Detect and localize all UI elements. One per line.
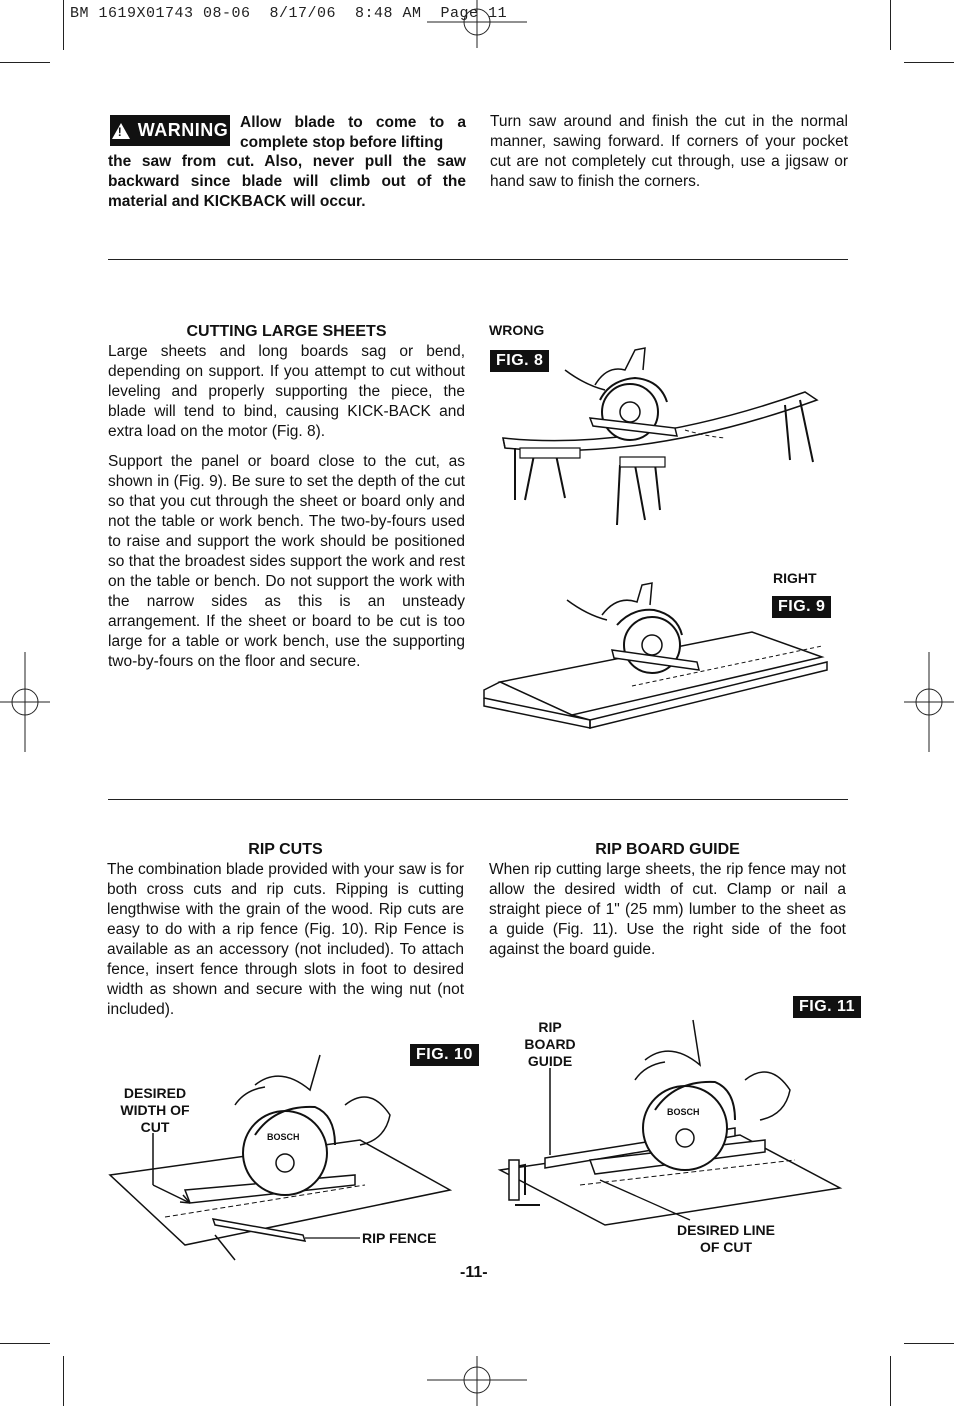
crop-mark <box>0 1343 50 1344</box>
fig10-width-label: DESIRED WIDTH OF CUT <box>120 1085 190 1135</box>
fig10-fence-label: RIP FENCE <box>362 1230 437 1246</box>
registration-mark-left <box>0 652 50 752</box>
fig11-line-label: DESIRED LINE OF CUT <box>676 1222 775 1255</box>
crop-mark <box>890 0 891 50</box>
warning-lead: Allow blade to come to a complete stop before lifting <box>240 114 466 151</box>
rip-board-guide-paragraph: When rip cutting large sheets, the rip fence may not allow the desired width of cut. Clamp or nail a straight piece of 1" (25 mm) lumber to the sheet as a guide (Fig. 11). Use the right side of the foot against the board guide. <box>489 861 846 958</box>
fig8-caption: WRONG <box>489 322 545 338</box>
crop-mark <box>904 1343 954 1344</box>
warning-label: WARNING <box>137 120 229 140</box>
fig11-brand: BOSCH <box>667 1107 700 1117</box>
crop-mark <box>0 62 50 63</box>
crop-mark <box>63 1356 64 1406</box>
section-divider <box>108 259 848 260</box>
fig8-illustration <box>495 340 835 535</box>
warning-triangle-icon: ! <box>112 123 130 139</box>
large-sheets-paragraph-1: Large sheets and long boards sag or bend, depending on support. If you attempt to cut without leveling and properly supporting the piece, the blade will tend to bind, causing KICK-BACK and extra load on the motor (Fig. 8). <box>108 343 465 440</box>
fig11-illustration <box>495 1010 845 1230</box>
crop-mark <box>63 0 64 50</box>
crop-mark <box>890 1356 891 1406</box>
rip-cuts-heading: RIP CUTS <box>248 841 323 858</box>
fig10-brand: BOSCH <box>267 1132 300 1142</box>
warning-text: the saw from cut. Also, never pull the saw backward since blade will climb out of the material and KICKBACK will occur. <box>108 153 466 210</box>
fig10-illustration <box>105 1045 445 1255</box>
print-slug: BM 1619X01743 08-06 8/17/06 8:48 AM Page 11 <box>70 5 508 22</box>
pocket-cut-paragraph: Turn saw around and finish the cut in the normal manner, sawing forward. If corners of your pocket cut are not completely cut through, use a jigsaw or hand saw to finish the corners. <box>490 113 848 190</box>
fig11-badge: FIG. 11 <box>793 996 861 1018</box>
fig9-illustration <box>482 580 842 740</box>
warning-badge <box>110 115 230 146</box>
rip-cuts-paragraph: The combination blade provided with your saw is for both cross cuts and rip cuts. Ripping is cutting lengthwise with the grain of the wood. Rip cuts are easy to do with a rip fence (Fig. 10). Rip Fence is available as an accessory (not included). To attach fence, insert fence through slots in foot to desired width as shown and secure with the wing nut (not included). <box>107 861 464 1018</box>
rip-cuts-section <box>107 840 464 1020</box>
fig10-badge: FIG. 10 <box>410 1044 479 1066</box>
fig8-badge: FIG. 8 <box>490 350 549 372</box>
rip-board-guide-section <box>489 840 846 960</box>
fig9-badge: FIG. 9 <box>772 596 831 618</box>
fig9-caption: RIGHT <box>773 570 817 586</box>
registration-mark-bottom <box>427 1356 527 1406</box>
fig11-guide-label: RIP BOARD GUIDE <box>524 1019 576 1069</box>
large-sheets-paragraph-2: Support the panel or board close to the cut, as shown in (Fig. 9). Be sure to set the depth of the cut so that you cut through the sheet or board only and not the table or work bench. The two-by-fours used to raise and support the work should be positioned so that the broadest sides support the work and rest on the table or bench. Do not support the work with the narrow sides as this is an unsteady arrangement. If the sheet or board to be cut is too large for a table or work bench, use the supporting two-by-fours on the floor and secure. <box>108 453 465 670</box>
registration-mark-right <box>904 652 954 752</box>
rip-board-guide-heading: RIP BOARD GUIDE <box>595 841 740 858</box>
large-sheets-heading: CUTTING LARGE SHEETS <box>186 323 387 340</box>
section-divider <box>108 799 848 800</box>
page-number: -11- <box>460 1264 488 1281</box>
crop-mark <box>904 62 954 63</box>
large-sheets-section <box>108 322 465 682</box>
